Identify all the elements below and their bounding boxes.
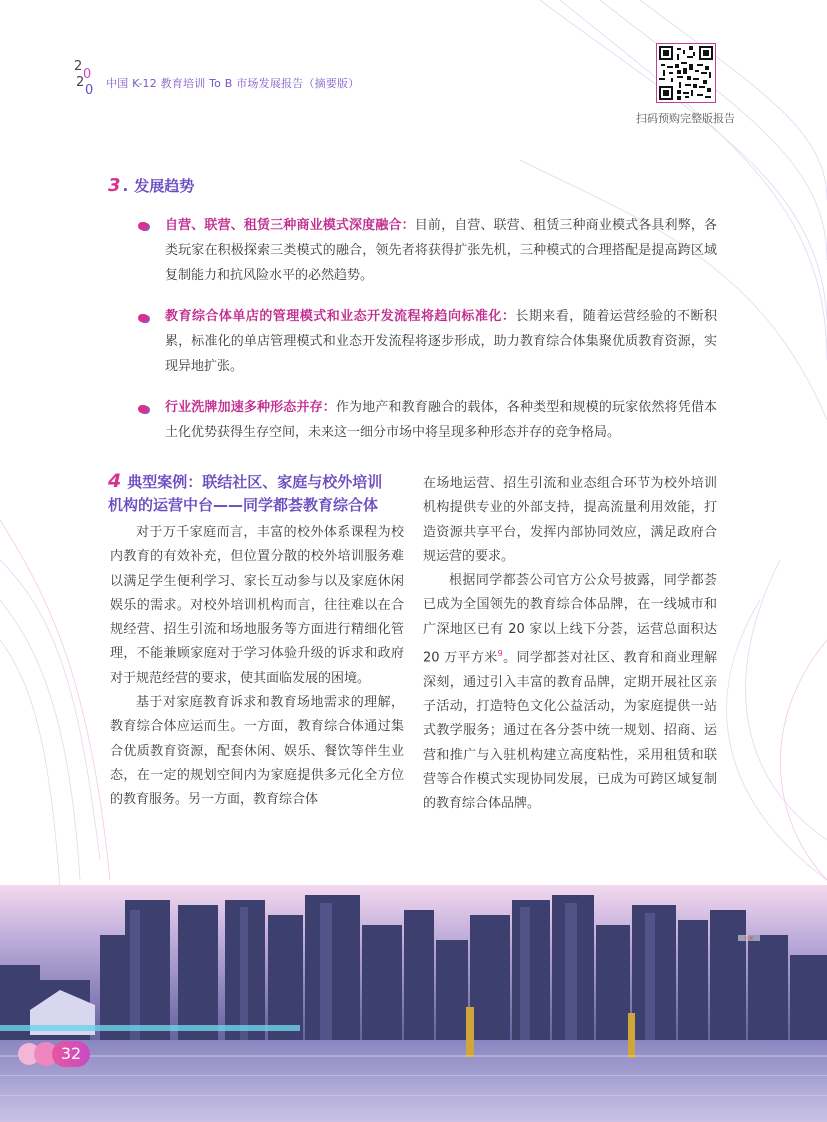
- city-skyline-photo: [0, 885, 827, 1122]
- section-title: 发展趋势: [134, 177, 195, 195]
- section-title: 典型案例：联结社区、家庭与校外培训: [127, 473, 383, 491]
- report-title: 中国 K-12 教育培训 To B 市场发展报告（摘要版）: [106, 77, 360, 90]
- building-sign: 莲花: [743, 936, 755, 942]
- section-number: 3: [108, 175, 121, 196]
- section-4-heading: [108, 470, 408, 517]
- trend-bullet: [165, 304, 717, 379]
- body-paragraph: [423, 569, 717, 816]
- logo-digit: 0: [85, 83, 94, 98]
- logo-digit: 2: [74, 59, 83, 74]
- bullet-lead: 教育综合体单店的管理模式和业态开发流程将趋向标准化：: [165, 309, 516, 324]
- right-column: [423, 472, 717, 816]
- bullet-lead: 行业洗牌加速多种形态并存：: [165, 400, 336, 415]
- bullet-text: 目前，自营、联营、租赁三种商业模式各具利弊，各类玩家在积极探索三类模式的融合，领先者将获得扩张先机，三种模式的合理搭配是提高跨区域复制能力和抗风险水平的必然趋势。: [165, 218, 717, 283]
- page-number: 32: [52, 1041, 90, 1067]
- trend-bullet: [165, 213, 717, 288]
- logo-digit: 2: [76, 75, 85, 90]
- section-number: 4: [108, 470, 122, 492]
- body-paragraph: 对于万千家庭而言，丰富的校外体系课程为校内教育的有效补充，但位置分散的校外培训服务难以满足学生便利学习、家长互动参与以及家庭休闲娱乐的需求。对校外培训机构而言，往往难以在合规经营、招生引流和场地服务等方面进行精细化管理，不能兼顾家庭对于学习体验升级的诉求和政府对于规范经营的要求，使其面临发展的困境。: [110, 525, 404, 686]
- bullet-text: 长期来看，随着运营经验的不断积累，标准化的单店管理模式和业态开发流程将逐步形成，助力教育综合体集聚优质教育资源，实现异地扩张。: [165, 309, 717, 374]
- left-column: [110, 521, 404, 813]
- bullet-icon: [138, 405, 148, 413]
- bullet-lead: 自营、联营、租赁三种商业模式深度融合：: [165, 218, 415, 233]
- paragraph-text: 。同学都荟对社区、教育和商业理解深刻，通过引入丰富的教育品牌，定期开展社区亲子活动，打造特色文化公益活动，为家庭提供一站式教学服务；通过在各分荟中统一规划、招商、运营和推广与入驻机构建立高度粘性，采用租赁和联营等合作模式实现协同发展，已成为可跨区域复制的教育综合体品牌。: [423, 650, 717, 812]
- section-3-heading: [108, 175, 194, 196]
- section-separator: .: [122, 177, 129, 195]
- qr-code[interactable]: [656, 43, 716, 103]
- paragraph-text: 根据同学都荟公司官方公众号披露，同学都荟已成为全国领先的教育综合体品牌，在一线城市和广深地区已有 20 家以上线下分荟，运营总面积达 20 万平方米: [423, 573, 717, 666]
- logo-digit: 0: [83, 67, 92, 82]
- qr-code-icon: [659, 46, 713, 100]
- footnote-ref[interactable]: 9: [497, 649, 503, 659]
- body-paragraph: 在场地运营、招生引流和业态组合环节为校外培训机构提供专业的外部支持，提高流量利用效能，打造资源共享平台，发挥内部协同效应，满足政府合规运营的要求。: [423, 476, 717, 564]
- section-4-title-line1: [108, 470, 408, 494]
- trend-bullet: [165, 395, 717, 445]
- year-logo: [74, 60, 104, 100]
- bullet-icon: [138, 314, 148, 322]
- section-4-title-line2: 机构的运营中台——同学都荟教育综合体: [108, 496, 379, 514]
- bullet-text: 作为地产和教育融合的载体，各种类型和规模的玩家依然将凭借本土化优势获得生存空间，未来这一细分市场中将呈现多种形态并存的竞争格局。: [165, 400, 717, 440]
- body-paragraph: 基于对家庭教育诉求和教育场地需求的理解，教育综合体应运而生。一方面，教育综合体通过集合优质教育资源，配套休闲、娱乐、餐饮等伴生业态，在一定的规划空间内为家庭提供多元化全方位的教育服务。另一方面，教育综合体: [110, 695, 404, 808]
- qr-caption: 扫码预购完整版报告: [636, 112, 735, 125]
- bullet-icon: [138, 222, 148, 230]
